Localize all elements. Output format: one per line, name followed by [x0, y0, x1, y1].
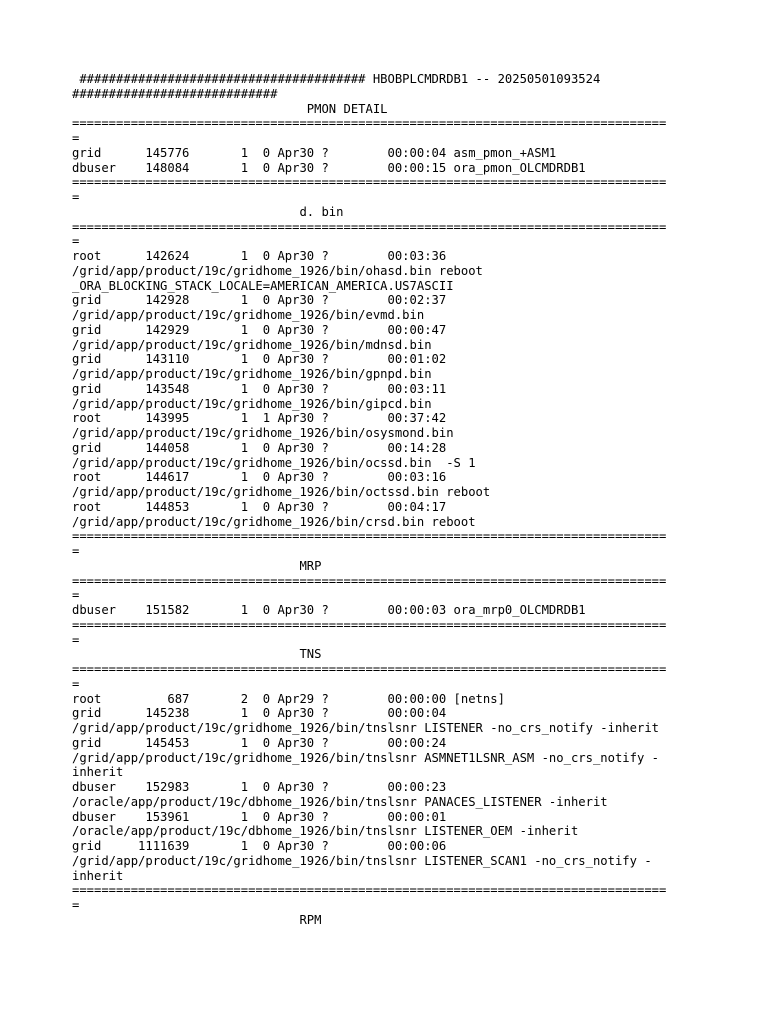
- document-line: grid 142928 1 0 Apr30 ? 00:02:37: [72, 293, 447, 308]
- document-line: =: [72, 676, 80, 691]
- document-line: ####################################### HBOBPLCMDRDB1 -- 20250501093524: [72, 72, 601, 86]
- document-line: dbuser 153961 1 0 Apr30 ? 00:00:01: [72, 809, 447, 824]
- document-line: /grid/app/product/19c/gridhome_1926/bin/tnslsnr ASMNET1LSNR_ASM -no_crs_notify -: [72, 750, 659, 765]
- document-line: dbuser 151582 1 0 Apr30 ? 00:00:03 ora_mrp0_OLCMDRDB1: [72, 603, 586, 617]
- document-line: MRP: [72, 558, 322, 573]
- document-line: root 687 2 0 Apr29 ? 00:00:00 [netns]: [72, 691, 505, 706]
- document-line: =================================================================================: [72, 116, 667, 131]
- document-line: /grid/app/product/19c/gridhome_1926/bin/mdnsd.bin: [72, 337, 432, 352]
- document-line: =================================================================================: [72, 617, 667, 632]
- document-line: =================================================================================: [72, 219, 667, 234]
- document-line: grid 145238 1 0 Apr30 ? 00:00:04: [72, 706, 447, 721]
- document-line: /grid/app/product/19c/gridhome_1926/bin/osysmond.bin: [72, 426, 454, 440]
- document-line: =: [72, 544, 80, 558]
- document-line: grid 145453 1 0 Apr30 ? 00:00:24: [72, 735, 447, 750]
- document-line: root 144853 1 0 Apr30 ? 00:04:17: [72, 499, 447, 514]
- document-line: /grid/app/product/19c/gridhome_1926/bin/crsd.bin reboot: [72, 514, 476, 529]
- document-line: root 144617 1 0 Apr30 ? 00:03:16: [72, 470, 447, 485]
- document-line: TNS: [72, 647, 322, 662]
- document-line: =: [72, 131, 80, 145]
- document-line: /grid/app/product/19c/gridhome_1926/bin/ohasd.bin reboot: [72, 263, 483, 278]
- document-line: _ORA_BLOCKING_STACK_LOCALE=AMERICAN_AMERICA.US7ASCII: [72, 278, 454, 293]
- document-line: PMON DETAIL: [72, 101, 388, 116]
- document-line: grid 142929 1 0 Apr30 ? 00:00:47: [72, 322, 447, 337]
- document-line: dbuser 148084 1 0 Apr30 ? 00:00:15 ora_pmon_OLCMDRDB1: [72, 160, 586, 175]
- document-line: dbuser 152983 1 0 Apr30 ? 00:00:23: [72, 780, 447, 794]
- document-line: =================================================================================: [72, 529, 667, 544]
- document-line: /grid/app/product/19c/gridhome_1926/bin/octssd.bin reboot: [72, 485, 491, 499]
- document-line: =: [72, 898, 80, 912]
- document-line: =================================================================================: [72, 662, 667, 676]
- document-line: /grid/app/product/19c/gridhome_1926/bin/gipcd.bin: [72, 396, 432, 411]
- document-line: root 143995 1 1 Apr30 ? 00:37:42: [72, 411, 447, 426]
- document-line: /grid/app/product/19c/gridhome_1926/bin/ocssd.bin -S 1: [72, 455, 476, 470]
- document-line: grid 1111639 1 0 Apr30 ? 00:00:06: [72, 839, 447, 853]
- document-line: /grid/app/product/19c/gridhome_1926/bin/gpnpd.bin: [72, 367, 432, 381]
- document-line: /oracle/app/product/19c/dbhome_1926/bin/tnslsnr LISTENER_OEM -inherit: [72, 824, 579, 839]
- document-line: ############################: [72, 86, 278, 101]
- document-line: d. bin: [72, 204, 344, 219]
- document-line: =================================================================================: [72, 883, 667, 898]
- document-line: inherit: [72, 765, 124, 780]
- document-line: RPM: [72, 912, 322, 927]
- document-line: =: [72, 234, 80, 249]
- document-line: /oracle/app/product/19c/dbhome_1926/bin/tnslsnr PANACES_LISTENER -inherit: [72, 794, 608, 809]
- document-line: inherit: [72, 868, 124, 883]
- document-line: grid 144058 1 0 Apr30 ? 00:14:28: [72, 440, 447, 455]
- document-line: =: [72, 190, 80, 204]
- document-line: =================================================================================: [72, 573, 667, 588]
- document-line: /grid/app/product/19c/gridhome_1926/bin/tnslsnr LISTENER -no_crs_notify -inherit: [72, 721, 659, 735]
- document-line: root 142624 1 0 Apr30 ? 00:03:36: [72, 249, 447, 263]
- document-line: =================================================================================: [72, 175, 667, 190]
- document-line: grid 145776 1 0 Apr30 ? 00:00:04 asm_pmon_+ASM1: [72, 145, 557, 160]
- document-line: grid 143548 1 0 Apr30 ? 00:03:11: [72, 381, 447, 396]
- document-line: /grid/app/product/19c/gridhome_1926/bin/tnslsnr LISTENER_SCAN1 -no_crs_notify -: [72, 853, 652, 868]
- document-text: [72, 72, 666, 928]
- document-line: =: [72, 588, 80, 603]
- document-line: grid 143110 1 0 Apr30 ? 00:01:02: [72, 352, 447, 367]
- document-line: /grid/app/product/19c/gridhome_1926/bin/evmd.bin: [72, 308, 425, 322]
- document-line: =: [72, 632, 80, 647]
